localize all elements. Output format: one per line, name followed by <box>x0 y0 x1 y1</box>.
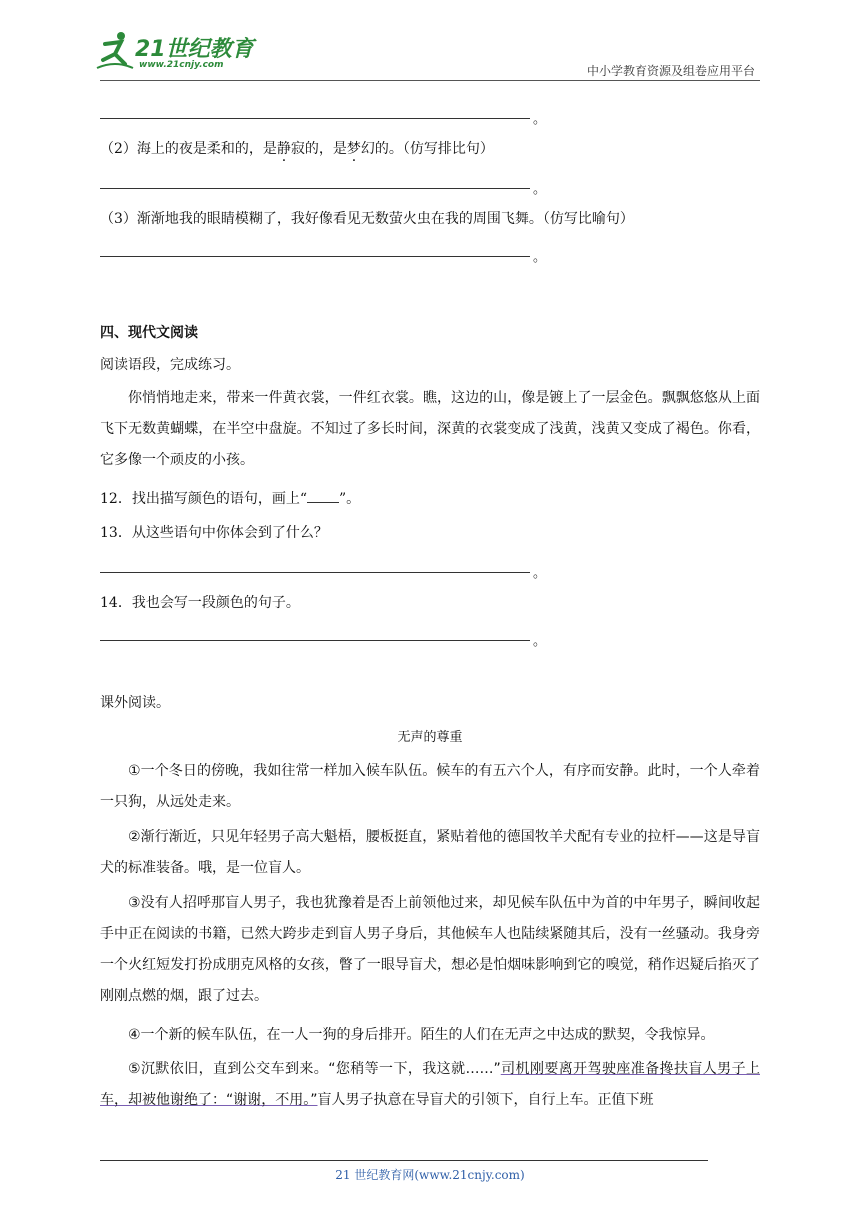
runner-icon <box>95 30 135 70</box>
extra-reading-intro: 课外阅读。 <box>100 695 170 711</box>
question-14: 14．我也会写一段颜色的句子。 <box>100 595 300 611</box>
answer-line <box>100 118 530 119</box>
section-heading: 四、现代文阅读 <box>100 325 198 341</box>
answer-line <box>100 256 530 257</box>
header-divider <box>100 80 760 81</box>
page-header <box>0 0 860 82</box>
answer-period: 。 <box>533 250 547 265</box>
answer-line <box>100 188 530 189</box>
q2-mid: 寂的，是 <box>290 141 347 157</box>
article-paragraph-3: ③没有人招呼那盲人男子，我也犹豫着是否上前领他过来，却见候车队伍中为首的中年男子，瞬间收起手中正在阅读的书籍，已然大跨步走到盲人男子身后，其他候车人也陆续紧随其后，没有一丝骚动。我身旁一个火红短发打扮成朋克风格的女孩，瞥了一眼导盲犬，想必是怕烟味影响到它的嗅觉，稍作迟疑后掐灭了刚刚点燃的烟，跟了过去。 <box>100 895 760 1004</box>
q2-dot-char: 梦 <box>346 141 361 157</box>
logo-text: 21世纪教育 <box>135 37 254 62</box>
underlined-sentence: 司机刚要离开驾驶座准备搀扶盲人男子上车，却被他谢绝了：“谢谢，不用。” <box>100 1061 760 1108</box>
article-paragraph-5 <box>100 1054 760 1116</box>
answer-period: 。 <box>533 182 547 197</box>
answer-line <box>100 640 530 641</box>
footer-text: 21 世纪教育网(www.21cnjy.com) <box>335 1168 525 1182</box>
site-logo <box>95 30 265 78</box>
reading-passage: 你悄悄地走来，带来一件黄衣裳，一件红衣裳。瞧，这边的山，像是镀上了一层金色。飘飘悠悠从上面飞下无数黄蝴蝶，在半空中盘旋。不知过了多长时间，深黄的衣裳变成了浅黄，浅黄又变成了褐色。你看，它多像一个顽皮的小孩。 <box>100 390 760 468</box>
platform-name: 中小学教育资源及组卷应用平台 <box>586 64 755 78</box>
article-paragraph-2: ②渐行渐近，只见年轻男子高大魁梧，腰板挺直，紧贴着他的德国牧羊犬配有专业的拉杆——这是导盲犬的标准装备。哦，是一位盲人。 <box>100 829 760 876</box>
article-paragraph-1: ①一个冬日的傍晚，我如往常一样加入候车队伍。候车的有五六个人，有序而安静。此时，一个人牵着一只狗，从远处走来。 <box>100 763 760 810</box>
p5-start: ⑤沉默依旧，直到公交车到来。“您稍等一下，我这就……” <box>128 1061 501 1077</box>
article-paragraph-4: ④一个新的候车队伍，在一人一狗的身后排开。陌生的人们在无声之中达成的默契，令我惊异。 <box>128 1027 715 1043</box>
article-title: 无声的尊重 <box>397 730 463 745</box>
underline-blank <box>307 490 339 503</box>
reading-intro: 阅读语段，完成练习。 <box>100 357 240 373</box>
answer-period: 。 <box>533 566 547 581</box>
footer-divider <box>100 1160 708 1161</box>
q12-suffix: ”。 <box>338 491 361 507</box>
q2-dot-char: 静 <box>276 141 291 157</box>
question-12 <box>100 488 360 508</box>
question-3: （3）渐渐地我的眼睛模糊了，我好像看见无数萤火虫在我的周围飞舞。（仿写比喻句） <box>100 211 634 227</box>
answer-line <box>100 572 530 573</box>
q2-prefix: （2）海上的夜是柔和的，是 <box>100 141 277 157</box>
answer-period: 。 <box>533 112 547 127</box>
question-2 <box>100 138 494 158</box>
logo-url: www.21cnjy.com <box>139 60 224 70</box>
question-13: 13．从这些语句中你体会到了什么？ <box>100 525 328 541</box>
p5-end: 盲人男子执意在导盲犬的引领下，自行上车。正值下班 <box>317 1092 654 1108</box>
q2-suffix: 幻的。（仿写排比句） <box>360 141 494 157</box>
q12-prefix: 12．找出描写颜色的语句，画上“ <box>100 491 307 507</box>
answer-period: 。 <box>533 634 547 649</box>
